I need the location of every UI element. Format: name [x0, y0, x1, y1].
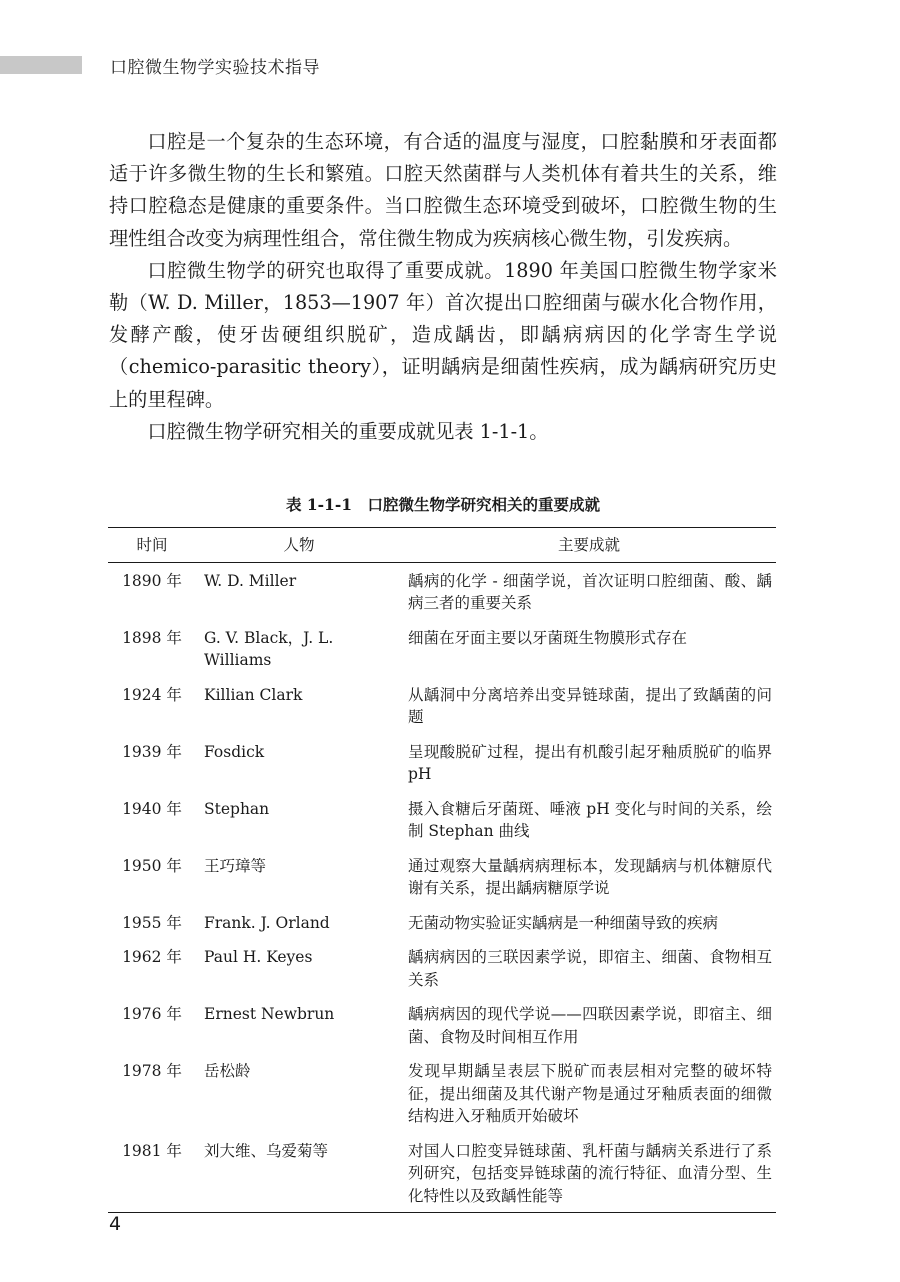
cell-year: 1898 年 [122, 628, 182, 647]
cell-person: 刘大维、乌爱菊等 [204, 1141, 329, 1160]
table-header-row [108, 528, 776, 563]
table-row [108, 996, 776, 1053]
table-row [108, 791, 776, 848]
paragraph: 口腔微生物学研究相关的重要成就见表 1-1-1。 [147, 419, 549, 443]
cell-person: Frank. J. Orland [204, 913, 330, 932]
cell-year: 1940 年 [122, 799, 182, 818]
cell-achievement: 龋病病因的三联因素学说，即宿主、细菌、食物相互关系 [408, 948, 772, 989]
cell-achievement: 摄入食糖后牙菌斑、唾液 pH 变化与时间的关系，绘制 Stephan 曲线 [408, 799, 772, 840]
table-caption: 表 1-1-1 口腔微生物学研究相关的重要成就 [285, 495, 601, 514]
table-row [108, 939, 776, 996]
column-header-year: 时间 [136, 536, 168, 554]
running-header: 口腔微生物学实验技术指导 [110, 58, 320, 78]
cell-year: 1978 年 [122, 1062, 182, 1080]
table-row [108, 1133, 776, 1213]
table-row [108, 620, 776, 677]
column-header-achievement: 主要成就 [557, 536, 620, 554]
cell-person: Ernest Newbrun [204, 1005, 335, 1023]
table-row [108, 848, 776, 905]
cell-achievement: 对国人口腔变异链球菌、乳杆菌与龋病关系进行了系列研究，包括变异链球菌的流行特征、血清分型、生化特性以及致龋性能等 [408, 1141, 772, 1205]
page-number: 4 [109, 1213, 122, 1235]
cell-year: 1950 年 [122, 856, 182, 875]
cell-achievement: 龋病病因的现代学说——四联因素学说，即宿主、细菌、食物及时间相互作用 [408, 1005, 772, 1046]
cell-year: 1939 年 [122, 742, 182, 761]
cell-person: Killian Clark [204, 685, 303, 704]
cell-year: 1924 年 [122, 685, 182, 704]
cell-achievement: 龋病的化学 - 细菌学说，首次证明口腔细菌、酸、龋病三者的重要关系 [408, 571, 772, 612]
cell-person: Fosdick [204, 742, 265, 761]
achievements-table [108, 527, 776, 1213]
cell-person: 岳松龄 [204, 1062, 251, 1080]
cell-achievement: 无菌动物实验证实龋病是一种细菌导致的疾病 [408, 913, 719, 932]
cell-achievement: 发现早期龋呈表层下脱矿而表层相对完整的破坏特征，提出细菌及其代谢产物是通过牙釉质表面的细微结构进入牙釉质开始破坏 [408, 1062, 772, 1125]
cell-person: Stephan [204, 799, 270, 818]
table-row [108, 1053, 776, 1133]
paragraph: 口腔是一个复杂的生态环境，有合适的温度与湿度，口腔黏膜和牙表面都适于许多微生物的生长和繁殖。口腔天然菌群与人类机体有着共生的关系，维持口腔稳态是健康的重要条件。当口腔微生态环境受到破坏，口腔微生物的生理性组合改变为病理性组合，常住微生物成为疾病核心微生物，引发疾病。 [109, 130, 777, 250]
body-text [109, 126, 777, 448]
cell-person: W. D. Miller [204, 571, 297, 590]
column-header-person: 人物 [283, 536, 315, 554]
cell-year: 1955 年 [122, 913, 182, 932]
table-row [108, 562, 776, 620]
cell-person: 王巧璋等 [204, 856, 267, 875]
header-decor-bar [0, 56, 82, 74]
paragraph: 口腔微生物学的研究也取得了重要成就。1890 年美国口腔微生物学家米勒（W. D. Miller，1853—1907 年）首次提出口腔细菌与碳水化合物作用，发酵产酸，使牙齿硬组织脱矿，造成龋齿，即龋病病因的化学寄生学说（chemico-parasitic theory），证明龋病是细菌性疾病，成为龋病研究历史上的里程碑。 [109, 258, 777, 411]
cell-achievement: 从龋洞中分离培养出变异链球菌，提出了致龋菌的问题 [408, 685, 772, 726]
cell-person: Paul H. Keyes [204, 948, 313, 966]
cell-achievement: 细菌在牙面主要以牙菌斑生物膜形式存在 [408, 628, 688, 647]
table-row [108, 734, 776, 791]
cell-year: 1976 年 [122, 1005, 182, 1023]
cell-year: 1962 年 [122, 948, 182, 966]
cell-person: G. V. Black，J. L. Williams [204, 628, 334, 669]
table-row [108, 905, 776, 940]
cell-achievement: 通过观察大量龋病病理标本，发现龋病与机体糖原代谢有关系，提出龋病糖原学说 [408, 856, 772, 897]
cell-year: 1890 年 [122, 571, 182, 590]
table-row [108, 677, 776, 734]
cell-year: 1981 年 [122, 1141, 182, 1160]
cell-achievement: 呈现酸脱矿过程，提出有机酸引起牙釉质脱矿的临界 pH [408, 742, 772, 783]
